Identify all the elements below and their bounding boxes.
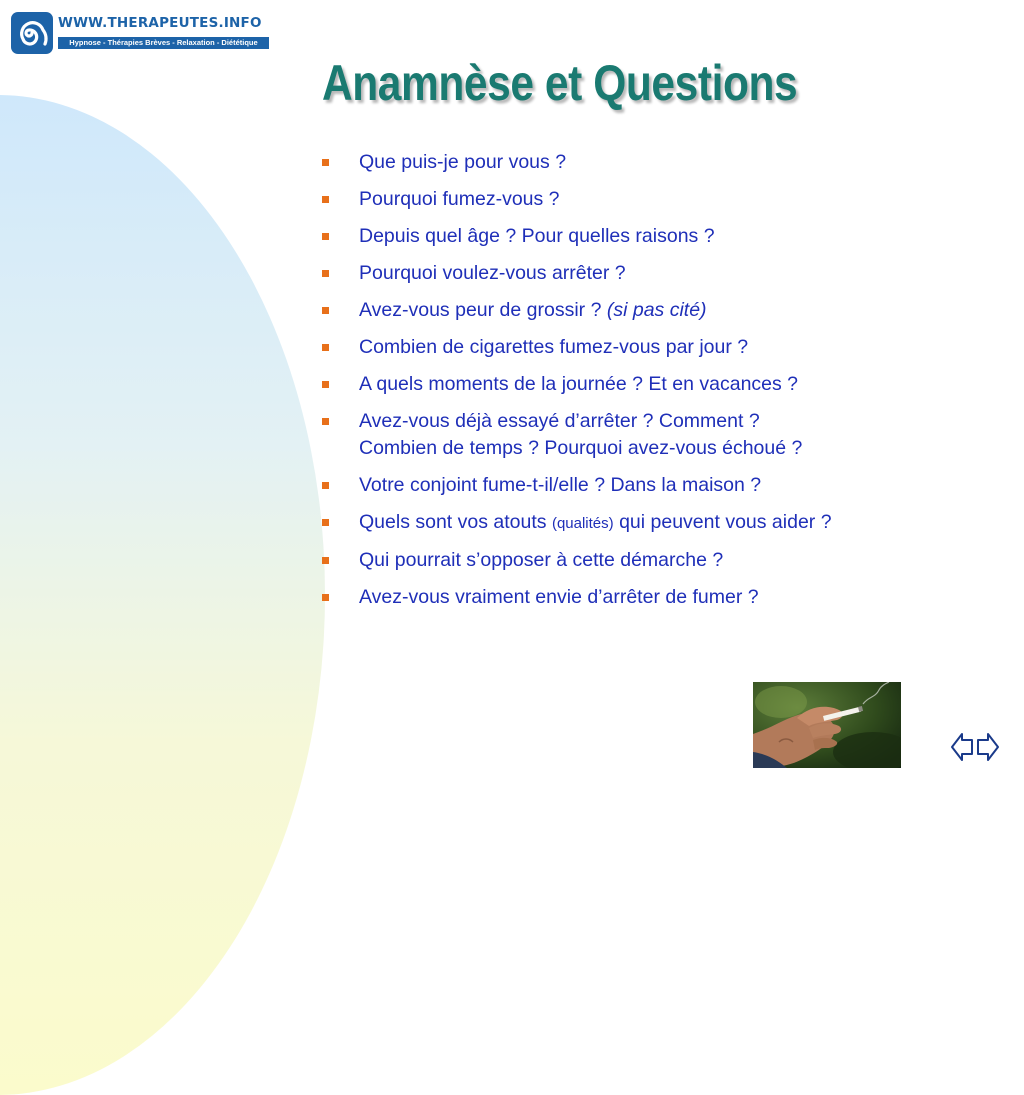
item-text: A quels moments de la journée ? Et en vacances ? (359, 373, 799, 395)
bullet-icon (322, 418, 329, 425)
spiral-logo-icon (11, 12, 53, 54)
item-text: Votre conjoint fume-t-il/elle ? Dans la maison ? (359, 474, 762, 496)
bullet-icon (322, 270, 329, 277)
forward-arrow-icon[interactable] (976, 732, 1000, 762)
bullet-icon (322, 594, 329, 601)
item-text: Pourquoi fumez-vous ? (359, 188, 560, 210)
bullet-icon (322, 196, 329, 203)
list-item (320, 297, 1010, 324)
list-item (320, 472, 1010, 499)
item-note: (si pas cité) (606, 299, 707, 321)
slide-navigation (950, 732, 1000, 762)
list-item (320, 408, 1010, 462)
list-item (320, 260, 1010, 287)
bullet-icon (322, 381, 329, 388)
bullet-icon (322, 557, 329, 564)
list-item (320, 371, 1010, 398)
question-list (320, 149, 1010, 621)
list-item (320, 584, 1010, 611)
bullet-icon (322, 307, 329, 314)
list-item (320, 149, 1010, 176)
item-text: Que puis-je pour vous ? (359, 151, 567, 173)
logo-tagline: Hypnose - Thérapies Brèves - Relaxation - Diététique (58, 37, 269, 49)
list-item (320, 186, 1010, 213)
item-text: Pourquoi voulez-vous arrêter ? (359, 262, 626, 284)
bullet-icon (322, 233, 329, 240)
slide-title: Anamnèse et Questions (322, 55, 798, 111)
list-item (320, 509, 1010, 537)
item-text-after: qui peuvent vous aider ? (619, 511, 832, 533)
item-text: Depuis quel âge ? Pour quelles raisons ? (359, 225, 715, 247)
hand-holding-cigarette-photo (753, 682, 901, 768)
item-text: Qui pourrait s’opposer à cette démarche ? (359, 549, 724, 571)
item-text: Avez-vous vraiment envie d’arrêter de fumer ? (359, 586, 759, 608)
bullet-icon (322, 344, 329, 351)
background-gradient-shape (0, 95, 325, 1095)
list-item (320, 223, 1010, 250)
item-text: Combien de cigarettes fumez-vous par jour ? (359, 336, 749, 358)
list-item (320, 334, 1010, 361)
item-text: Avez-vous peur de grossir ? (359, 299, 602, 321)
item-text: Avez-vous déjà essayé d’arrêter ? Comment ? (359, 410, 760, 432)
item-text-line2: Combien de temps ? Pourquoi avez-vous échoué ? (359, 437, 803, 459)
item-small-text: (qualités) (551, 515, 614, 532)
bullet-icon (322, 482, 329, 489)
item-text: Quels sont vos atouts (359, 511, 547, 533)
bullet-icon (322, 159, 329, 166)
list-item (320, 547, 1010, 574)
back-arrow-icon[interactable] (950, 732, 974, 762)
site-logo[interactable] (11, 12, 261, 56)
bullet-icon (322, 519, 329, 526)
logo-url-text: WWW.THERAPEUTES.INFO (58, 15, 262, 31)
